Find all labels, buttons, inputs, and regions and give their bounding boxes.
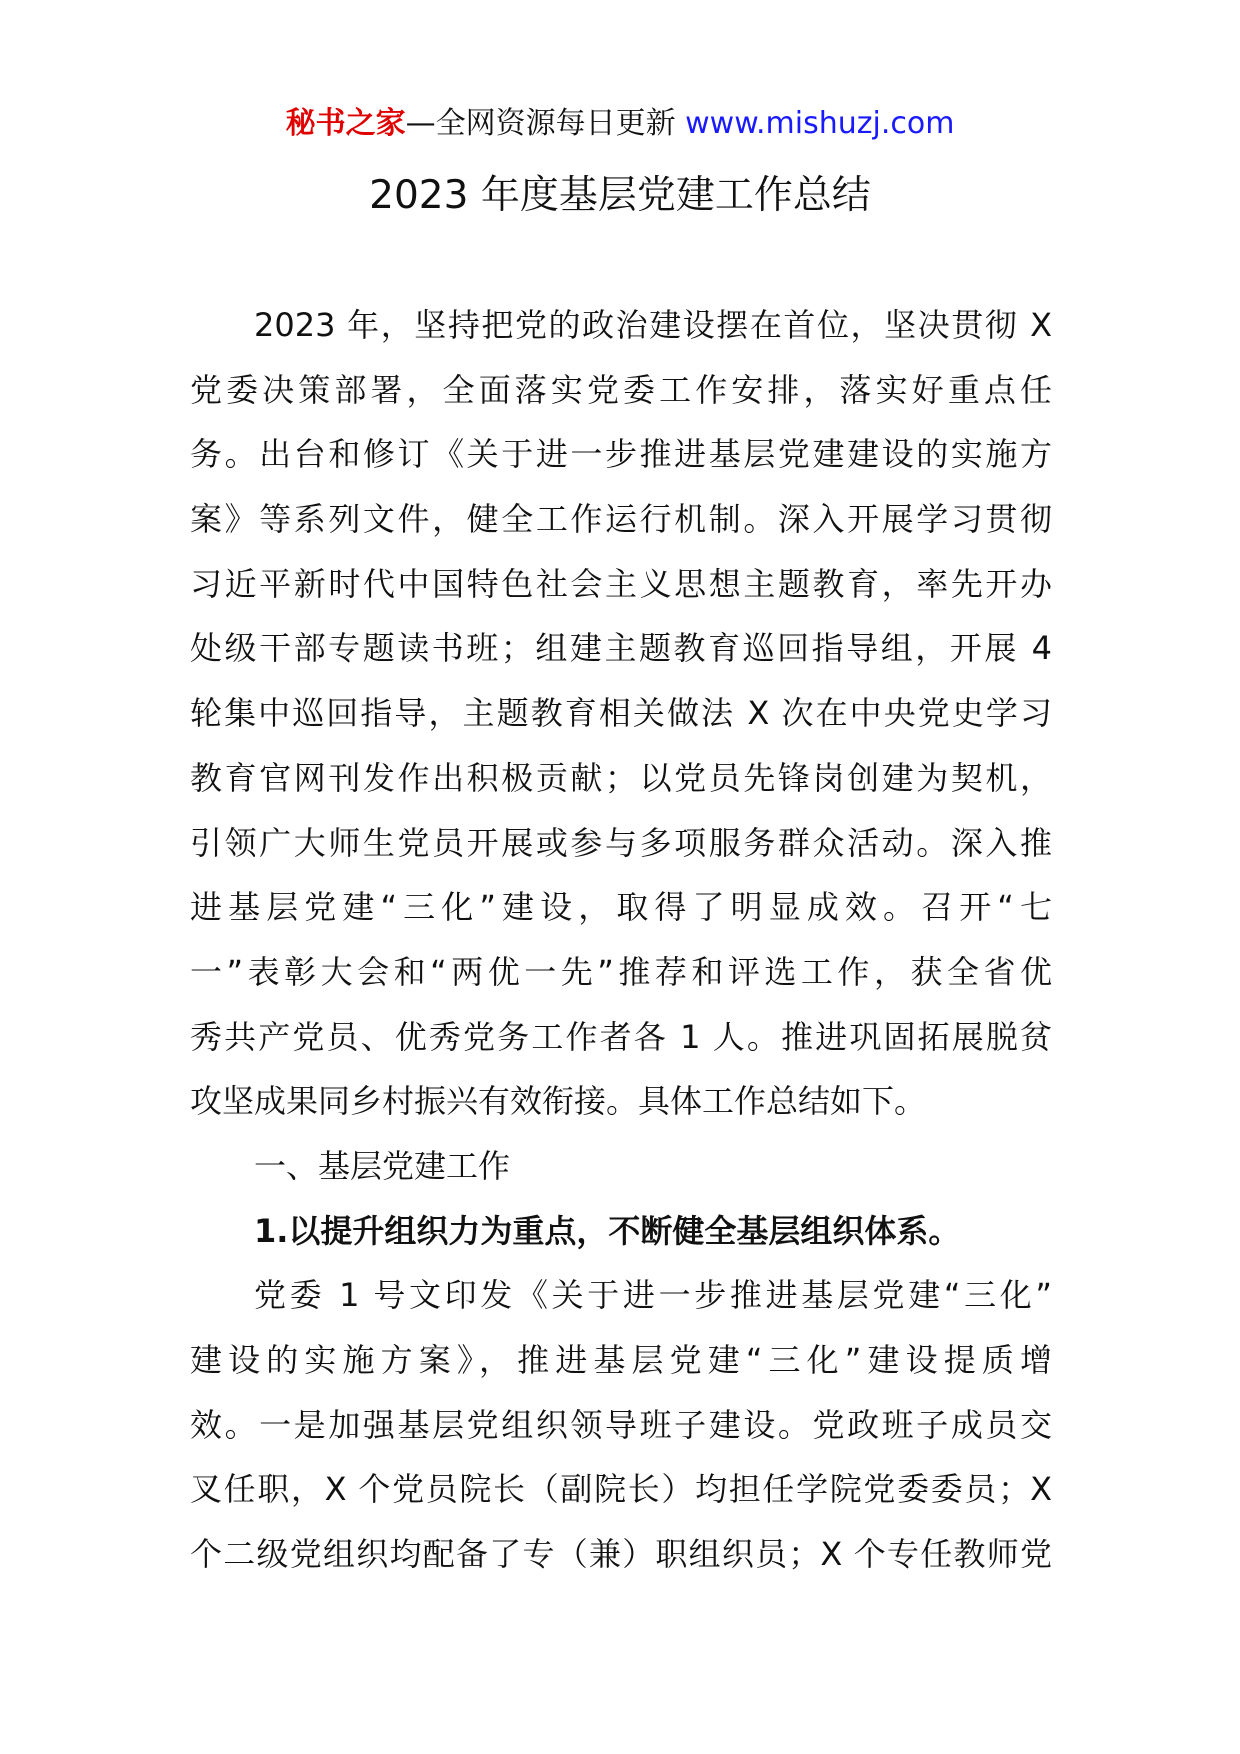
- text-line: 建设的实施方案》，推进基层党建“三化”建设提质增: [190, 1341, 1052, 1379]
- text-line: 进基层党建“三化”建设，取得了明显成效。召开“七: [190, 888, 1052, 927]
- text-line: 轮集中巡回指导，主题教育相关做法 X 次在中央党史学习: [190, 694, 1052, 733]
- text-line: 党委决策部署，全面落实党委工作安排，落实好重点任: [190, 370, 1052, 409]
- text-line: 效。一是加强基层党组织领导班子建设。党政班子成员交: [190, 1405, 1052, 1444]
- section-heading: 一、基层党建工作: [254, 1146, 511, 1185]
- paragraph-intro: [190, 293, 1052, 1134]
- text-line: 教育官网刊发作出积极贡献；以党员先锋岗创建为契机，: [190, 758, 1052, 797]
- text-line: 引领广大师生党员开展或参与多项服务群众活动。深入推: [190, 823, 1052, 862]
- text-line: 秀共产党员、优秀党务工作者各 1 人。推进巩固拓展脱贫: [190, 1017, 1052, 1056]
- header-banner: [0, 100, 1240, 148]
- text-line: 处级干部专题读书班；组建主题教育巡回指导组，开展 4: [190, 629, 1052, 668]
- text-line: 习近平新时代中国特色社会主义思想主题教育，率先开办: [190, 564, 1052, 603]
- header-tagline: —全网资源每日更新: [405, 106, 686, 141]
- text-line: 党委 1 号文印发《关于进一步推进基层党建“三化”: [254, 1276, 1052, 1315]
- text-line: 2023 年，坚持把党的政治建设摆在首位，坚决贯彻 X: [254, 306, 1052, 344]
- text-line: 务。出台和修订《关于进一步推进基层党建建设的实施方: [190, 435, 1052, 474]
- text-line: 个二级党组织均配备了专（兼）职组织员；X 个专任教师党: [190, 1535, 1052, 1574]
- text-line: 案》等系列文件，健全工作运行机制。深入开展学习贯彻: [190, 500, 1052, 539]
- brand-name: 秘书之家: [285, 106, 406, 141]
- text-line: 一”表彰大会和“两优一先”推荐和评选工作，获全省优: [190, 952, 1052, 991]
- document-title: 2023 年度基层党建工作总结: [369, 173, 871, 218]
- text-line: 叉任职，X 个党员院长（副院长）均担任学院党委委员；X: [190, 1470, 1052, 1509]
- site-url-link[interactable]: www.mishuzj.com: [685, 106, 955, 141]
- subsection-heading: 1.以提升组织力为重点，不断健全基层组织体系。: [254, 1211, 961, 1250]
- paragraph-section1: [190, 1263, 1052, 1586]
- text-line: 攻坚成果同乡村振兴有效衔接。具体工作总结如下。: [190, 1082, 927, 1121]
- document-body: [190, 293, 1052, 1587]
